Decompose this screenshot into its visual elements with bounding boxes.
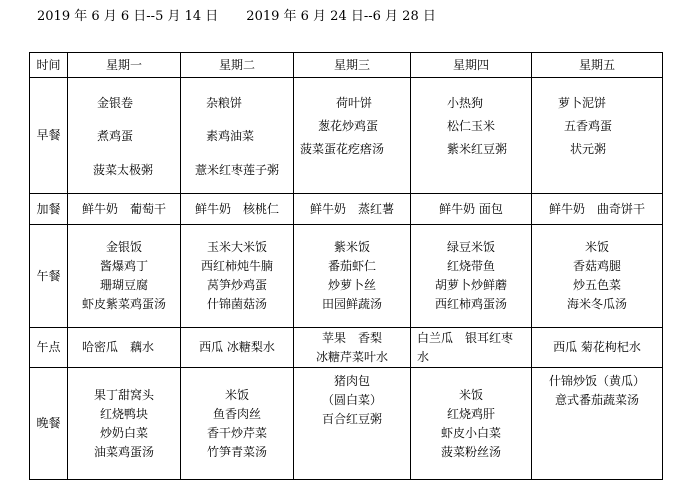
menu-item: 红烧带鱼 xyxy=(446,259,495,273)
menu-item: 鲜牛奶 葡萄干 xyxy=(81,201,166,216)
menu-item: 番茄虾仁 xyxy=(327,259,376,273)
menu-item: 葱花炒鸡蛋 xyxy=(318,118,379,133)
menu-item: 什锦菌菇汤 xyxy=(206,297,267,311)
date-range-second: 2019 年 6 月 24 日--6 月 28 日 xyxy=(246,9,436,24)
menu-cell xyxy=(181,328,294,368)
menu-item: 西红柿鸡蛋汤 xyxy=(434,297,507,311)
menu-item: 薏米红枣莲子粥 xyxy=(195,162,280,177)
menu-item: 苹果 香梨 xyxy=(321,330,382,345)
day-header-wednesday: 星期三 xyxy=(294,53,411,78)
menu-item: 香菇鸡腿 xyxy=(572,259,621,273)
menu-item: 西红柿炖牛腩 xyxy=(200,259,273,273)
menu-cell xyxy=(294,78,411,194)
meal-label-lunch: 午餐 xyxy=(30,225,68,328)
menu-cell xyxy=(181,225,294,328)
menu-cell xyxy=(294,225,411,328)
menu-item: 鲜牛奶 面包 xyxy=(439,201,503,216)
menu-cell xyxy=(411,78,532,194)
menu-cell xyxy=(411,225,532,328)
menu-cell xyxy=(532,368,663,480)
menu-cell xyxy=(294,368,411,480)
menu-item: 荷叶饼 xyxy=(336,95,373,110)
menu-cell xyxy=(68,194,181,225)
table-row-lunch xyxy=(30,225,663,328)
menu-item: 米饭 xyxy=(584,240,609,254)
menu-item: 西瓜 冰糖梨水 xyxy=(199,340,275,354)
menu-item: 状元粥 xyxy=(570,141,607,156)
table-row-snack xyxy=(30,194,663,225)
menu-item: 虾皮紫菜鸡蛋汤 xyxy=(81,297,166,311)
date-range-first: 2019 年 6 月 6 日--5 月 14 日 xyxy=(37,9,219,24)
menu-item: 紫米饭 xyxy=(333,240,370,254)
menu-item: 鱼香肉丝 xyxy=(212,406,261,421)
menu-item: 什锦炒饭（黄瓜） xyxy=(548,374,645,388)
menu-item: 金银饭 xyxy=(105,240,142,254)
menu-item: 小热狗 xyxy=(447,95,484,110)
weekly-menu-table xyxy=(29,52,663,480)
menu-cell xyxy=(181,194,294,225)
meal-label-afternoon-snack: 午点 xyxy=(30,328,68,368)
menu-item: 哈密瓜 藕水 xyxy=(82,340,155,354)
menu-item: 果丁甜窝头 xyxy=(93,387,154,402)
menu-item: 猪肉包 xyxy=(333,374,370,388)
menu-cell xyxy=(68,368,181,480)
menu-cell xyxy=(68,78,181,194)
menu-item: 菠菜粉丝汤 xyxy=(440,444,501,459)
menu-item: 竹笋青菜汤 xyxy=(206,444,267,459)
menu-item: 酱爆鸡丁 xyxy=(99,259,148,273)
menu-cell xyxy=(294,328,411,368)
menu-item: 松仁玉米 xyxy=(447,118,496,133)
menu-item: 鲜牛奶 曲奇饼干 xyxy=(548,201,645,216)
menu-item: 炒萝卜丝 xyxy=(327,278,376,292)
menu-cell xyxy=(532,328,663,368)
menu-item: 海米冬瓜汤 xyxy=(566,297,627,311)
menu-cell xyxy=(68,225,181,328)
menu-item: 米饭 xyxy=(458,387,483,402)
menu-cell xyxy=(411,368,532,480)
menu-cell xyxy=(411,194,532,225)
menu-item: 水 xyxy=(417,349,430,364)
menu-cell xyxy=(68,328,181,368)
menu-item: 五香鸡蛋 xyxy=(564,118,613,133)
menu-item: 意式番茄蔬菜汤 xyxy=(554,393,639,407)
meal-label-breakfast: 早餐 xyxy=(30,78,68,194)
menu-cell xyxy=(294,194,411,225)
menu-cell xyxy=(181,78,294,194)
meal-label-dinner: 晚餐 xyxy=(30,368,68,480)
menu-cell xyxy=(532,194,663,225)
menu-item: 鲜牛奶 蒸红薯 xyxy=(309,201,394,216)
menu-item: （圆白菜） xyxy=(321,393,382,407)
menu-cell xyxy=(532,225,663,328)
menu-item: 西瓜 菊花枸杞水 xyxy=(553,340,641,354)
menu-item: 百合红豆粥 xyxy=(321,412,382,426)
menu-item: 红烧鸭块 xyxy=(99,406,148,421)
menu-cell xyxy=(411,328,532,368)
day-header-monday: 星期一 xyxy=(68,53,181,78)
menu-item: 炒奶白菜 xyxy=(99,425,148,440)
time-header: 时间 xyxy=(30,53,68,78)
menu-item: 菠菜太极粥 xyxy=(93,162,154,177)
menu-item: 虾皮小白菜 xyxy=(440,425,501,440)
menu-item: 田园鲜蔬汤 xyxy=(321,297,382,311)
menu-item: 煮鸡蛋 xyxy=(97,129,134,143)
menu-item: 萝卜泥饼 xyxy=(558,95,607,110)
menu-item: 红烧鸡肝 xyxy=(446,406,495,421)
menu-item: 炒五色菜 xyxy=(572,278,621,292)
menu-item: 素鸡油菜 xyxy=(206,129,255,143)
menu-item: 绿豆米饭 xyxy=(446,240,495,254)
menu-item: 胡萝卜炒鲜蘑 xyxy=(434,278,507,292)
menu-cell xyxy=(181,368,294,480)
table-row-breakfast xyxy=(30,78,663,194)
menu-item: 米饭 xyxy=(224,387,249,402)
menu-item: 莴笋炒鸡蛋 xyxy=(206,278,267,292)
menu-item: 紫米红豆粥 xyxy=(447,141,508,156)
menu-item: 香干炒芹菜 xyxy=(206,425,267,440)
menu-item: 油菜鸡蛋汤 xyxy=(93,444,154,459)
table-header-row xyxy=(30,53,663,78)
day-header-tuesday: 星期二 xyxy=(181,53,294,78)
meal-label-snack: 加餐 xyxy=(30,194,68,225)
menu-item: 玉米大米饭 xyxy=(206,240,267,254)
menu-cell xyxy=(532,78,663,194)
menu-item: 杂粮饼 xyxy=(206,95,243,110)
day-header-friday: 星期五 xyxy=(532,53,663,78)
table-row-dinner xyxy=(30,368,663,480)
table-row-afternoon-snack xyxy=(30,328,663,368)
menu-item: 珊瑚豆腐 xyxy=(99,278,148,292)
menu-item: 菠菜蛋花疙瘩汤 xyxy=(300,141,385,156)
day-header-thursday: 星期四 xyxy=(411,53,532,78)
menu-item: 白兰瓜 银耳红枣 xyxy=(417,330,514,345)
menu-item: 金银卷 xyxy=(97,95,134,110)
menu-item: 鲜牛奶 核桃仁 xyxy=(194,201,279,216)
menu-date-heading xyxy=(37,9,436,25)
menu-item: 冰糖芹菜叶水 xyxy=(315,349,388,364)
